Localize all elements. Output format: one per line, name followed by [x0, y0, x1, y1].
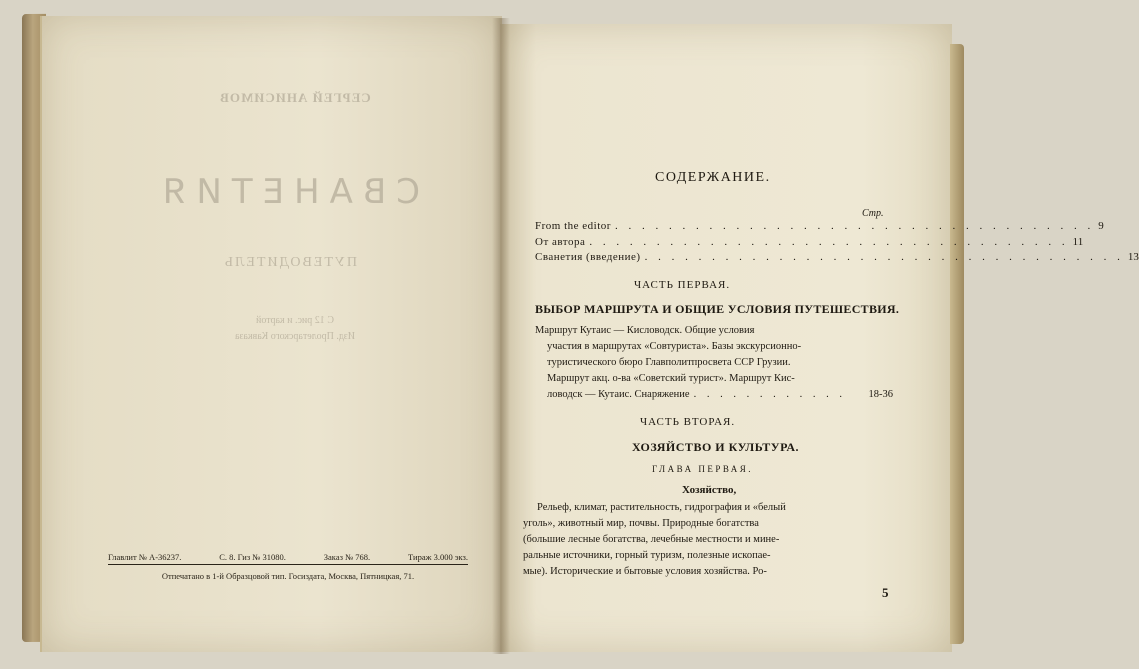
toc-entry-page: 9: [1098, 220, 1104, 232]
part-one-title: ВЫБОР МАРШРУТА И ОБЩИЕ УСЛОВИЯ ПУТЕШЕСТВИЯ.: [535, 302, 900, 316]
imprint-glavlit: Главлит № А-36237.: [108, 552, 182, 562]
imprint-sgiz: С. 8. Гиз № 31080.: [219, 552, 286, 562]
showthrough-line-2: Изд. Пролетарского Кавказа: [235, 331, 355, 342]
imprint-block: [108, 552, 468, 581]
showthrough-author: СЕРГЕЙ АНИСИМОВ: [219, 90, 371, 105]
toc-entry-label: Сванетия (введение): [535, 251, 641, 263]
toc-leader-dots: . . . . . . . . . . . . . . . . . . . . . . . . . . . . . . . . . . . .: [589, 236, 1069, 248]
book-gutter: [492, 18, 510, 654]
contents-line: (большие лесные богатства, лечебные местности и мине-: [523, 534, 780, 545]
contents-line: Рельеф, климат, растительность, гидрография и «белый: [537, 502, 786, 513]
contents-line: Маршрут Кутаис — Кисловодск. Общие условия: [535, 325, 755, 336]
contents-line-pages: 18-36: [868, 389, 893, 400]
contents-line: мые). Исторические и бытовые условия хозяйства. Ро-: [523, 566, 767, 577]
toc-entry-page: 11: [1072, 236, 1084, 248]
toc-entry-page: 13: [1127, 251, 1139, 263]
imprint-order: Заказ № 768.: [323, 552, 371, 562]
toc-page-column-label: Стр.: [862, 208, 884, 219]
contents-line: ральные источники, горный туризм, полезные ископае-: [523, 550, 771, 561]
contents-line: Маршрут акц. о-ва «Советский турист». Маршрут Кис-: [547, 373, 795, 384]
imprint-print-run: Тираж 3.000 экз.: [408, 552, 468, 562]
toc-leader-dots: . . . . . . . . . . . . . . . . . . . . . . . . . . . . . . . . . . . .: [644, 251, 1124, 263]
toc-leader-dots: . . . . . . . . . . . . . . . . . . . . . . . . . . . . . . . . . . . .: [614, 220, 1095, 232]
toc-entry: [535, 251, 1139, 263]
showthrough-line-1: С 12 рис. и картой: [256, 315, 334, 326]
part-one-contents: [535, 323, 893, 403]
part-two-label: ЧАСТЬ ВТОРАЯ.: [640, 416, 736, 428]
toc-entry-label: От автора: [535, 236, 586, 248]
part-two-title: ХОЗЯЙСТВО И КУЛЬТУРА.: [632, 440, 800, 454]
chapter-label: ГЛАВА ПЕРВАЯ.: [652, 464, 754, 474]
toc-leader-dots: . . . . . . . . . . . .: [693, 389, 846, 400]
toc-title: СОДЕРЖАНИЕ.: [655, 170, 771, 185]
part-one-label: ЧАСТЬ ПЕРВАЯ.: [634, 279, 731, 291]
showthrough-subtitle: ПУТЕВОДИТЕЛЬ: [223, 255, 357, 270]
chapter-contents: [523, 500, 893, 580]
imprint-printer: Отпечатано в 1-й Образцовой тип. Госиздата, Москва, Пятницкая, 71.: [161, 571, 415, 581]
chapter-title: Хозяйство,: [682, 484, 737, 496]
page-block-edge: [950, 44, 964, 644]
toc-entry: [535, 220, 1104, 232]
contents-line: туристического бюро Главполитпросвета ССР Грузии.: [547, 357, 791, 368]
contents-line: уголь», животный мир, почвы. Природные богатства: [523, 518, 759, 529]
contents-line: участия в маршрутах «Совтуриста». Базы экскурсионно-: [547, 341, 802, 352]
toc-entry-label: From the editor: [535, 220, 611, 232]
showthrough-title: СВАНЕТИЯ: [152, 172, 420, 212]
toc-entry: [535, 236, 1084, 248]
contents-line: [535, 387, 893, 403]
page-number: 5: [882, 585, 889, 600]
contents-line-text: ловодск — Кутаис. Снаряжение: [547, 389, 690, 400]
